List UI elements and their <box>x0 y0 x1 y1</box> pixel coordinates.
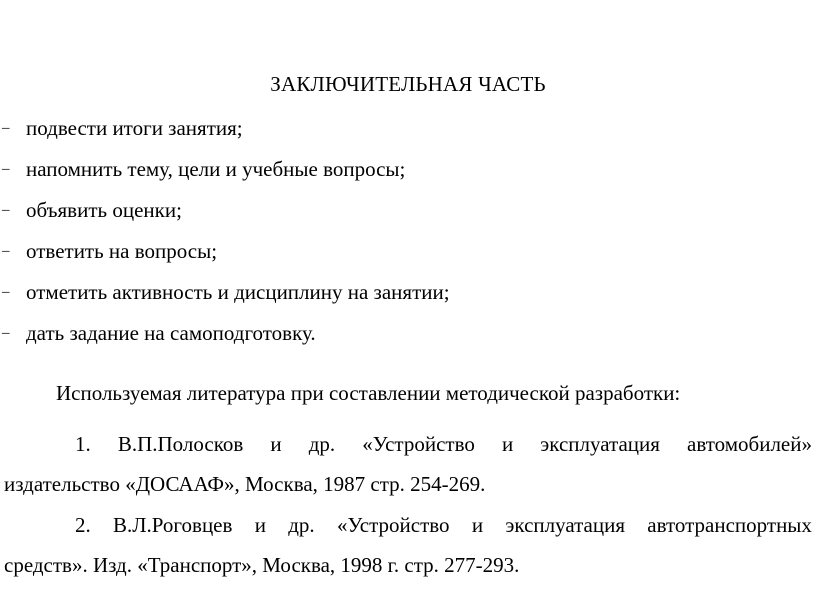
list-item <box>0 198 816 239</box>
task-list <box>0 116 816 362</box>
list-item-text: ответить на вопросы; <box>26 239 218 263</box>
reference-word: В.Л.Роговцев <box>113 513 233 537</box>
reference-word: и <box>501 432 514 456</box>
list-item <box>0 321 816 362</box>
reference-word: др. <box>288 513 315 537</box>
reference-word: эксплуатация <box>505 513 625 537</box>
list-item <box>0 116 816 157</box>
bullet-dash: – <box>2 243 10 259</box>
literature-title: Используемая литература при составлении методической разработки: <box>56 381 681 405</box>
list-item-text: объявить оценки; <box>26 198 182 222</box>
reference-line-justified <box>4 432 812 472</box>
reference-word: и <box>254 513 266 537</box>
reference-word: и <box>471 513 484 537</box>
list-item <box>0 239 816 280</box>
reference-word: автомобилей» <box>687 432 812 456</box>
reference-entry-1 <box>4 432 812 496</box>
bullet-dash: – <box>2 325 10 341</box>
reference-line-continuation: издательство «ДОСААФ», Москва, 1987 стр. 254-269. <box>4 472 486 496</box>
section-title: ЗАКЛЮЧИТЕЛЬНАЯ ЧАСТЬ <box>270 72 546 96</box>
reference-word: и <box>270 432 282 456</box>
reference-word: В.П.Полосков <box>117 432 244 456</box>
bullet-dash: – <box>2 284 10 300</box>
list-item-text: напомнить тему, цели и учебные вопросы; <box>26 157 406 181</box>
reference-word: эксплуатация <box>540 432 660 456</box>
reference-line-justified <box>4 513 812 553</box>
bullet-dash: – <box>2 161 10 177</box>
list-item-text: дать задание на самоподготовку. <box>26 321 316 345</box>
reference-line-continuation: средств». Изд. «Транспорт», Москва, 1998 г. стр. 277-293. <box>4 553 520 577</box>
bullet-dash: – <box>2 120 10 136</box>
reference-word: 2. <box>75 513 91 537</box>
reference-word: «Устройство <box>336 513 450 537</box>
reference-word: др. <box>308 432 336 456</box>
reference-word: 1. <box>75 432 91 456</box>
reference-word: «Устройство <box>362 432 475 456</box>
list-item-text: отметить активность и дисциплину на занятии; <box>26 280 450 304</box>
reference-word: автотранспортных <box>647 513 812 537</box>
reference-entry-2 <box>4 513 812 577</box>
list-item-text: подвести итоги занятия; <box>26 116 243 140</box>
list-item <box>0 280 816 321</box>
bullet-dash: – <box>2 202 10 218</box>
list-item <box>0 157 816 198</box>
